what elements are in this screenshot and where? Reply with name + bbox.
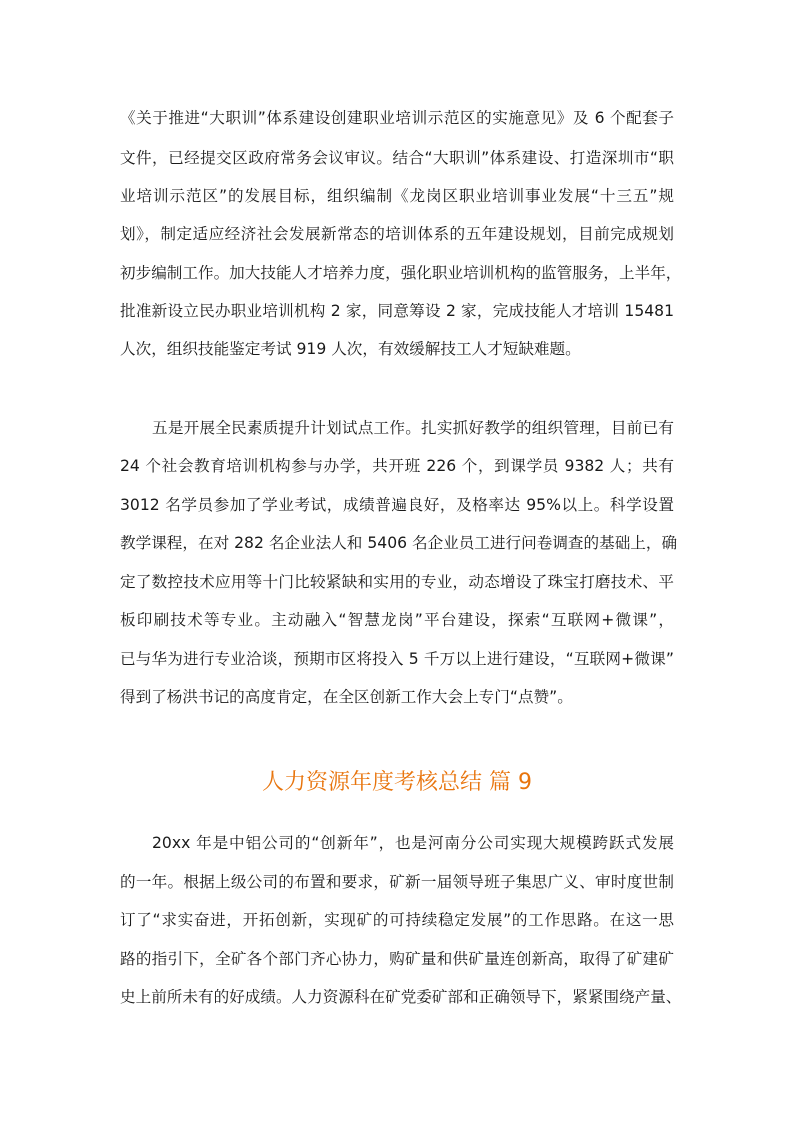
paragraph-line: 24 个社会教育培训机构参与办学，共开班 226 个，到课学员 9382 人；共有 (120, 457, 674, 475)
paragraph-line: 人次，组织技能鉴定考试 919 人次，有效缓解技工人才短缺难题。 (120, 340, 581, 358)
paragraph-line: 史上前所未有的好成绩。人力资源科在矿党委矿部和正确领导下，紧紧围绕产量、 (120, 988, 682, 1006)
paragraph-line: 初步编制工作。加大技能人才培养力度，强化职业培训机构的监管服务，上半年， (120, 264, 682, 282)
paragraph-line: 得到了杨洪书记的高度肯定，在全区创新工作大会上专门“点赞”。 (120, 688, 573, 706)
section-heading: 人力资源年度考核总结 篇 9 (262, 770, 532, 795)
paragraph-line: 订了“求实奋进，开拓创新，实现矿的可持续稳定发展”的工作思路。在这一思 (120, 911, 674, 929)
paragraph-line: 已与华为进行专业洽谈，预期市区将投入 5 千万以上进行建设，“互联网+微课” (120, 650, 674, 668)
paragraph-line: 文件，已经提交区政府常务会议审议。结合“大职训”体系建设、打造深圳市“职 (120, 149, 674, 167)
paragraph-line: 五是开展全民素质提升计划试点工作。扎实抓好教学的组织管理，目前已有 (152, 419, 674, 437)
paragraph-line: 《关于推进“大职训”体系建设创建职业培训示范区的实施意见》及 6 个配套子 (120, 109, 674, 127)
paragraph-line: 20xx 年是中铝公司的“创新年”，也是河南分公司实现大规模跨跃式发展 (152, 834, 674, 852)
paragraph-line: 板印刷技术等专业。主动融入“智慧龙岗”平台建设，探索“互联网+微课”， (120, 611, 674, 629)
paragraph-line: 划》，制定适应经济社会发展新常态的培训体系的五年建设规划，目前完成规划 (120, 225, 674, 243)
paragraph-line: 的一年。根据上级公司的布置和要求，矿新一届领导班子集思广义、审时度世制 (120, 873, 674, 891)
paragraph-line: 批准新设立民办职业培训机构 2 家，同意筹设 2 家，完成技能人才培训 15481 (120, 302, 674, 320)
paragraph-line: 定了数控技术应用等十门比较紧缺和实用的专业，动态增设了珠宝打磨技术、平 (120, 573, 674, 591)
paragraph-line: 3012 名学员参加了学业考试，成绩普遍良好，及格率达 95%以上。科学设置 (120, 496, 674, 514)
paragraph-line: 业培训示范区”的发展目标，组织编制《龙岗区职业培训事业发展“十三五”规 (120, 187, 674, 205)
paragraph-line: 教学课程，在对 282 名企业法人和 5406 名企业员工进行问卷调查的基础上，确 (120, 534, 678, 552)
paragraph-line: 路的指引下，全矿各个部门齐心协力，购矿量和供矿量连创新高，取得了矿建矿 (120, 950, 674, 968)
